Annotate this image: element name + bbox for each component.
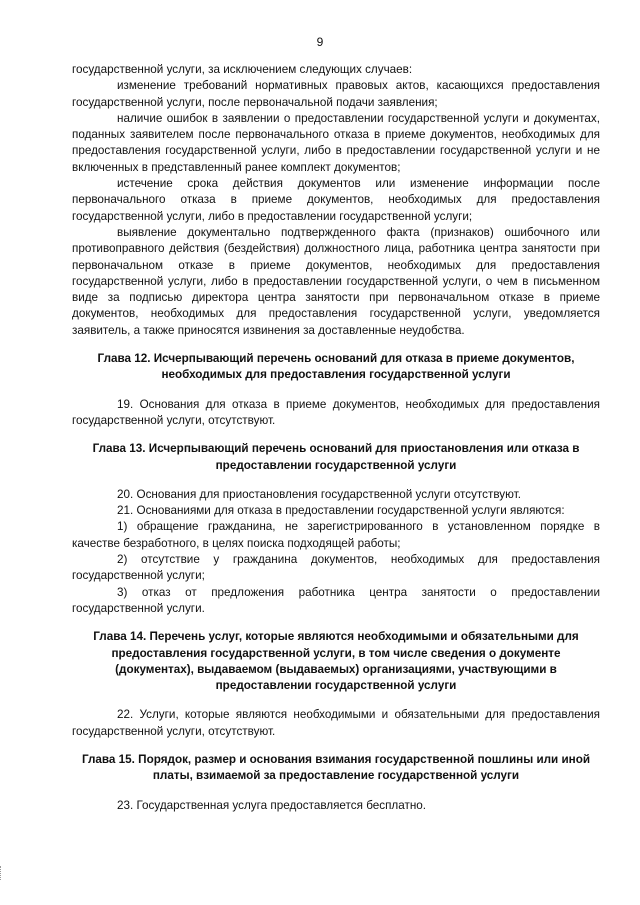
exception-item: выявление документально подтвержденного факта (признаков) ошибочного или противоправного действия (бездействия) должностного лица, работника центра занятости при первоначальном отказе в приеме документов, необходимых для предоставления государственной услуги, либо в предоставлении государственной услуги, о чем в письменном виде за подписью директора центра занятости при первоначальном отказе в приеме документов, необходимых для предоставления государственной услуги, уведомляется заявитель, а также приносятся извинения за доставленные неудобства. (72, 225, 600, 337)
reason-item-2: 2) отсутствие у гражданина документов, необходимых для предоставления государственной услуги; (72, 553, 600, 583)
chapter-15-heading: Глава 15. Порядок, размер и основания взимания государственной пошлины или иной платы, взимаемой за предоставление государственной услуги (81, 752, 591, 783)
paragraph-23: 23. Государственная услуга предоставляется бесплатно. (117, 798, 427, 812)
document-body (72, 62, 600, 814)
chapter-12-heading: Глава 12. Исчерпывающий перечень оснований для отказа в приеме документов, необходимых для предоставления государственной услуги (97, 352, 575, 382)
chapter-14-heading: Глава 14. Перечень услуг, которые являются необходимыми и обязательными для предоставления государственной услуги, в том числе сведения о документе (документах), выдаваемом (выдаваемых) организациями, участвующими в предоставлении государственной услуги (93, 630, 579, 693)
paragraph-20: 20. Основания для приостановления государственной услуги отсутствуют. (117, 487, 521, 501)
paragraph-21: 21. Основаниями для отказа в предоставлении государственной услуги являются: (117, 504, 565, 518)
page-number: 9 (316, 35, 324, 49)
exception-item: наличие ошибок в заявлении о предоставлении государственной услуги и документах, поданных заявителем после первоначального отказа в приеме документов, необходимых для предоставления государственной услуги, либо в предоставлении государственной услуги и не включенных в представленный ранее комплект документов; (72, 111, 600, 174)
chapter-13-heading: Глава 13. Исчерпывающий перечень оснований для приостановления или отказа в предоставлении государственной услуги (92, 442, 580, 472)
paragraph-19: 19. Основания для отказа в приеме документов, необходимых для предоставления государственной услуги, отсутствуют. (72, 397, 600, 427)
reason-item-1: 1) обращение гражданина, не зарегистрированного в установленном порядке в качестве безработного, в целях поиска подходящей работы; (72, 520, 600, 550)
scan-edge-mark (0, 866, 4, 880)
exception-item: истечение срока действия документов или изменение информации после первоначального отказа в приеме документов, необходимых для предоставления государственной услуги, либо в предоставлении государственной услуги; (72, 177, 600, 223)
intro-continuation: государственной услуги, за исключением следующих случаев: (72, 63, 413, 76)
paragraph-22: 22. Услуги, которые являются необходимыми и обязательными для предоставления государственной услуги, отсутствуют. (72, 708, 600, 738)
reason-item-3: 3) отказ от предложения работника центра занятости о предоставлении государственной услуги. (72, 585, 600, 615)
exception-item: изменение требований нормативных правовых актов, касающихся предоставления государственной услуги, после первоначальной подачи заявления; (72, 79, 600, 109)
